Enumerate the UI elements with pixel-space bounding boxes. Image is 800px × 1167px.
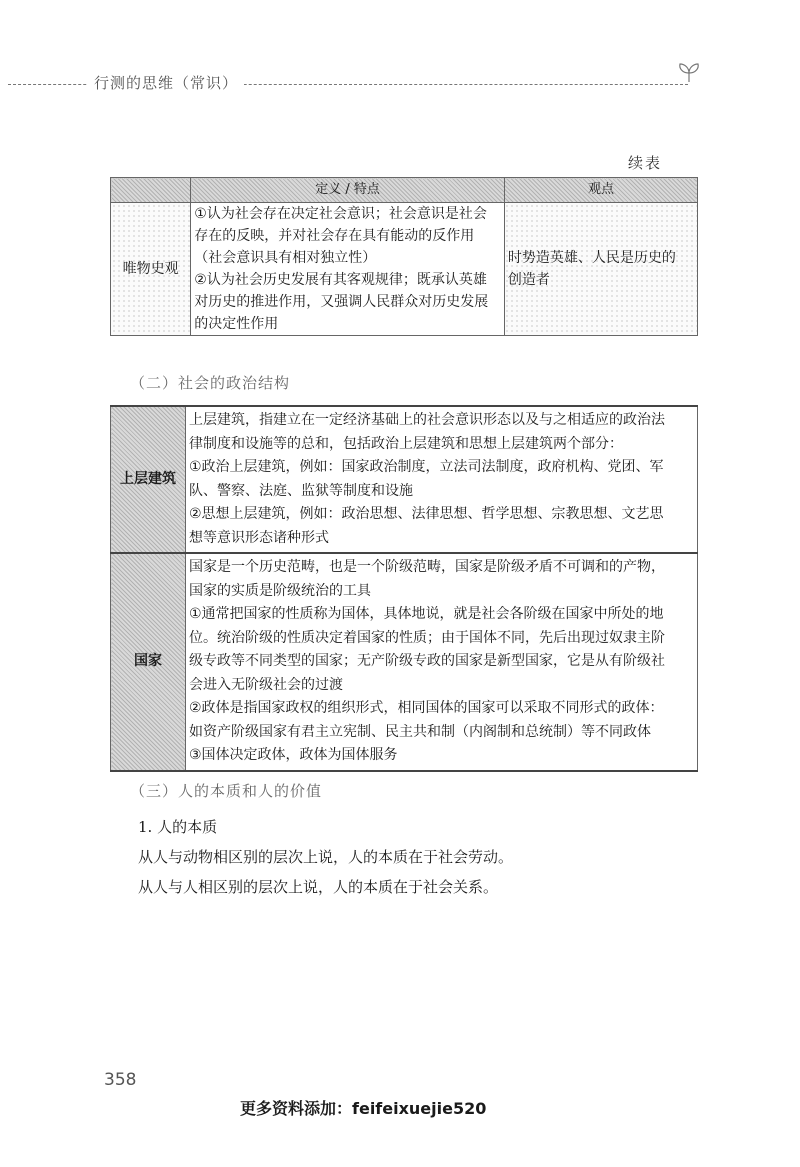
political-structure-table [110,405,698,772]
table-header-row [111,178,698,203]
term-cell: 唯物史观 [111,203,191,336]
content-line: 律制度和设施等的总和，包括政治上层建筑和思想上层建筑两个部分： [189,435,623,452]
paragraph-line: 从人与动物相区别的层次上说，人的本质在于社会劳动。 [138,848,514,866]
content-line: 位。统治阶级的性质决定着国家的性质；由于国体不同，先后出现过奴隶主阶 [189,629,665,646]
superstructure-content [186,406,698,553]
content-line: 队、警察、法庭、监狱等制度和设施 [189,482,413,499]
content-line: ①通常把国家的性质称为国体，具体地说，就是社会各阶级在国家中所处的地 [189,606,664,622]
definition-line: ①认为社会存在决定社会意识；社会意识是社会 [194,206,487,222]
table-header-view: 观点 [504,178,697,203]
materialism-table [110,177,698,336]
section-heading-political-structure: （二）社会的政治结构 [130,374,291,392]
content-line: 国家的实质是阶级统治的工具 [189,582,371,599]
content-line: 想等意识形态诸种形式 [189,529,329,546]
state-content [186,553,698,771]
row-label-superstructure: 上层建筑 [111,406,186,553]
table-row [111,406,698,553]
table-header-definition: 定义 / 特点 [191,178,505,203]
subheading: 1. 人的本质 [138,818,218,836]
view-line: 时势造英雄、人民是历史的 [507,250,676,266]
table-header-term [111,178,191,203]
paragraph-line: 从人与人相区别的层次上说，人的本质在于社会关系。 [138,878,499,896]
definition-line: ②认为社会历史发展有其客观规律；既承认英雄 [194,272,487,288]
leaf-icon [676,62,702,84]
definition-line: 对历史的推进作用，又强调人民群众对历史发展 [194,294,489,310]
body-text [138,812,513,902]
content-line: 会进入无阶级社会的过渡 [189,676,343,693]
content-line: 级专政等不同类型的国家；无产阶级专政的国家是新型国家，它是从有阶级社 [189,653,665,669]
content-line: ③国体决定政体，政体为国体服务 [189,747,398,763]
row-label-state: 国家 [111,553,186,771]
content-line: ①政治上层建筑，例如：国家政治制度，立法司法制度，政府机构、党团、军 [189,459,664,475]
content-line: ②思想上层建筑，例如：政治思想、法律思想、哲学思想、宗教思想、文艺思 [189,506,664,522]
page-number: 358 [104,1070,137,1090]
content-line: 如资产阶级国家有君主立宪制、民主共和制（内阁制和总统制）等不同政体 [189,723,651,740]
definition-cell [191,203,505,336]
content-line: ②政体是指国家政权的组织形式，相同国体的国家可以采取不同形式的政体： [189,700,664,716]
section-heading-human-essence: （三）人的本质和人的价值 [130,782,323,800]
definition-line: 的决定性作用 [194,316,279,332]
table-row [111,203,698,336]
continued-label: 续表 [628,154,663,172]
content-line: 国家是一个历史范畴，也是一个阶级范畴，国家是阶级矛盾不可调和的产物， [189,559,665,575]
running-header-title: 行测的思维（常识） [88,72,244,93]
view-line: 创造者 [507,272,550,288]
view-cell [504,203,697,336]
table-row [111,553,698,771]
footer-note: 更多资料添加：feifeixuejie520 [240,1099,487,1118]
content-line: 上层建筑，指建立在一定经济基础上的社会意识形态以及与之相适应的政治法 [189,412,665,428]
definition-line: 存在的反映，并对社会存在具有能动的反作用 [194,228,475,244]
definition-line: （社会意识具有相对独立性） [194,250,377,266]
